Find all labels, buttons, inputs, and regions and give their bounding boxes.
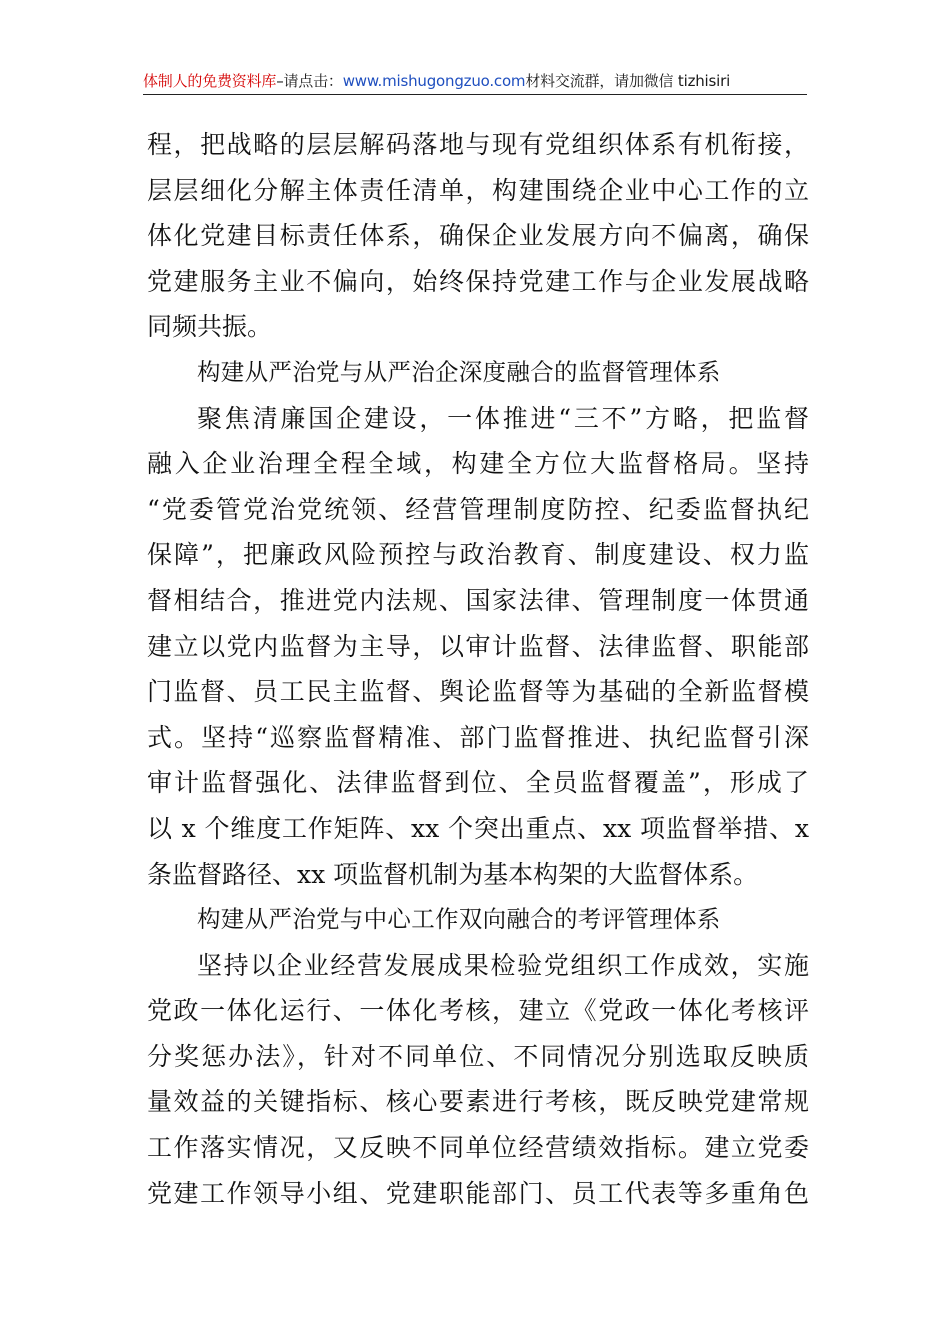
document-body [147,122,809,1216]
paragraph-line: 式。坚持“巡察监督精准、部门监督推进、执纪监督引深 [147,722,809,752]
paragraph-line: 同频共振。 [147,312,273,342]
paragraph-line: 聚焦清廉国企建设，一体推进“三不”方略，把监督 [197,403,809,433]
paragraph-line: 分奖惩办法》，针对不同单位、不同情况分别选取反映质 [147,1041,809,1071]
paragraph-line: 融入企业治理全程全域，构建全方位大监督格局。坚持 [147,449,809,479]
section-heading: 构建从严治党与中心工作双向融合的考评管理体系 [197,905,721,934]
paragraph-line: 党政一体化运行、一体化考核，建立《党政一体化考核评 [147,996,809,1026]
paragraph-line: 以 x 个维度工作矩阵、xx 个突出重点、xx 项监督举措、x [147,813,809,843]
section-heading: 构建从严治党与从严治企深度融合的监督管理体系 [197,357,721,386]
paragraph-line: 坚持以企业经营发展成果检验党组织工作成效，实施 [197,950,809,980]
paragraph-line: 工作落实情况，又反映不同单位经营绩效指标。建立党委 [147,1133,809,1163]
paragraph-line: 层层细化分解主体责任清单，构建围绕企业中心工作的立 [147,175,809,205]
paragraph-line: 督相结合，推进党内法规、国家法律、管理制度一体贯通 [147,585,809,615]
page-header [143,68,807,95]
paragraph-line: 建立以党内监督为主导，以审计监督、法律监督、职能部 [147,631,809,661]
paragraph-line: 程，把战略的层层解码落地与现有党组织体系有机衔接， [147,130,809,159]
header-url-link[interactable]: www.mishugongzuo.com [342,72,526,90]
paragraph-line: 党建工作领导小组、党建职能部门、员工代表等多重角色 [147,1178,809,1208]
header-click-prompt: –请点击： [276,72,343,90]
paragraph-line: “党委管党治党统领、经营管理制度防控、纪委监督执纪 [147,494,809,524]
paragraph-line: 体化党建目标责任体系，确保企业发展方向不偏离，确保 [147,221,809,251]
paragraph-line: 量效益的关键指标、核心要素进行考核，既反映党建常规 [147,1087,809,1117]
paragraph-line: 条监督路径、xx 项监督机制为基本构架的大监督体系。 [147,859,759,889]
header-wechat-note: 材料交流群，请加微信 tizhisiri [525,72,731,90]
paragraph-line: 门监督、员工民主监督、舆论监督等为基础的全新监督模 [147,677,809,707]
paragraph-line: 保障”，把廉政风险预控与政治教育、制度建设、权力监 [147,540,809,570]
paragraph-line: 党建服务主业不偏向，始终保持党建工作与企业发展战略 [147,266,809,296]
paragraph-line: 审计监督强化、法律监督到位、全员监督覆盖”，形成了 [147,768,809,798]
header-brand-link[interactable]: 体制人的免费资料库 [143,72,277,90]
